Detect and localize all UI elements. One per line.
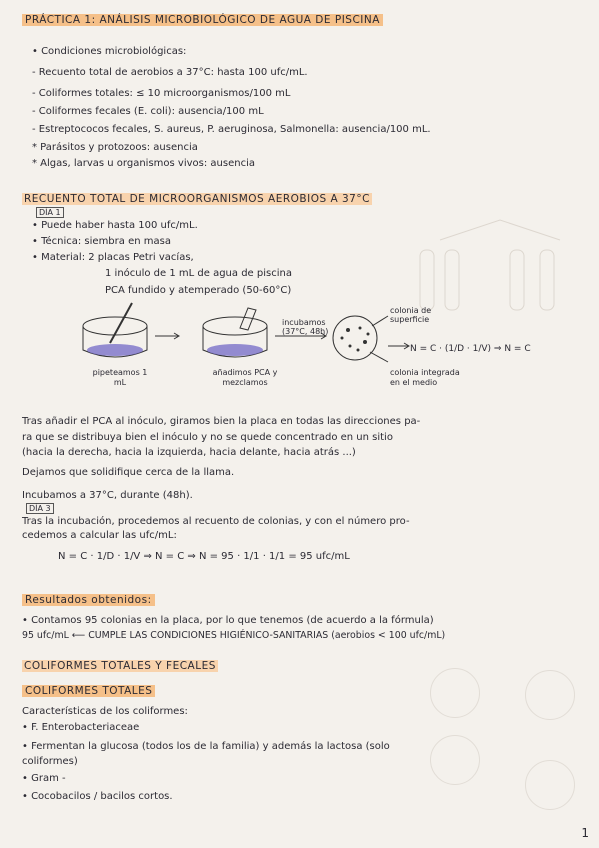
condition-line: - Coliformes totales: ≤ 10 microorganismos/100 mL [32, 88, 291, 99]
bleed-circle [430, 668, 480, 718]
petri-dish-1 [83, 303, 147, 357]
bleed-circle [525, 670, 575, 720]
condition-line: * Algas, larvas u organismos vivos: ausencia [32, 158, 255, 169]
day1-box: DÍA 1 [36, 207, 64, 218]
bleed-circle [525, 760, 575, 810]
results-heading-text: Resultados obtenidos: [22, 594, 155, 606]
condition-line: - Recuento total de aerobios a 37°C: hasta 100 ufc/mL. [32, 67, 308, 78]
paragraph-line: Tras añadir el PCA al inóculo, giramos bien la placa en todas las direcciones pa- [22, 416, 421, 427]
condition-line: - Estreptococos fecales, S. aureus, P. aeruginosa, Salmonella: ausencia/100 mL. [32, 124, 431, 135]
paragraph-line: (hacia la derecha, hacia la izquierda, hacia delante, hacia atrás ...) [22, 447, 356, 458]
coliform-item: coliformes) [22, 756, 78, 767]
page-title [22, 14, 383, 26]
label-colony-surface: colonia de superficie [390, 306, 432, 324]
condition-line: - Coliformes fecales (E. coli): ausencia/100 mL [32, 106, 264, 117]
page-number: 1 [581, 826, 589, 840]
calculation: N = C · 1/D · 1/V ⇒ N = C ⇒ N = 95 · 1/1 · 1/1 = 95 ufc/mL [58, 551, 350, 562]
paragraph-line: ra que se distribuya bien el inóculo y no se quede concentrado en un sitio [22, 432, 393, 443]
coliform-intro: Características de los coliformes: [22, 706, 188, 717]
material-line: 1 inóculo de 1 mL de agua de piscina [105, 268, 292, 279]
coliform-item: • Gram - [22, 773, 66, 784]
results-heading [22, 594, 155, 606]
paragraph-line: Incubamos a 37°C, durante (48h). [22, 490, 193, 501]
day3-line: Tras la incubación, procedemos al recuento de colonias, y con el número pro- [22, 516, 410, 527]
label-add-pca: añadimos PCA y mezclamos [212, 368, 278, 387]
coliform-item: • Cocobacilos / bacilos cortos. [22, 791, 173, 802]
section1-item: • Técnica: siembra en masa [32, 236, 171, 247]
title-text: PRÁCTICA 1: ANÁLISIS MICROBIOLÓGICO DE AGUA DE PISCINA [22, 14, 383, 26]
section1-heading [22, 193, 372, 205]
label-colony-integrated: colonia integrada en el medio [390, 368, 460, 387]
section2-heading [22, 660, 218, 672]
day3-line: cedemos a calcular las ufc/mL: [22, 530, 177, 541]
results-line: 95 ufc/mL ⟵ CUMPLE LAS CONDICIONES HIGIÉNICO-SANITARIAS (aerobios < 100 ufc/mL) [22, 630, 446, 641]
formula-n: N = C · (1/D · 1/V) ⇒ N = C [410, 344, 531, 354]
section1-heading-text: RECUENTO TOTAL DE MICROORGANISMOS AEROBIOS A 37°C [24, 193, 370, 205]
day3-box: DÍA 3 [26, 503, 54, 514]
coliform-item: • F. Enterobacteriaceae [22, 722, 140, 733]
section2-heading-text: COLIFORMES TOTALES Y FECALES [24, 660, 216, 672]
day3-label [26, 503, 54, 515]
section2-subheading-text: COLIFORMES TOTALES [22, 685, 155, 697]
conditions-heading: • Condiciones microbiológicas: [32, 46, 187, 57]
day1-label [36, 207, 64, 219]
section1-item: • Material: 2 placas Petri vacías, [32, 252, 194, 263]
section2-subheading [22, 685, 155, 697]
section1-item: • Puede haber hasta 100 ufc/mL. [32, 220, 198, 231]
results-line: • Contamos 95 colonias en la placa, por lo que tenemos (de acuerdo a la fórmula) [22, 615, 434, 626]
bleed-circle [430, 735, 480, 785]
material-line: PCA fundido y atemperado (50-60°C) [105, 285, 292, 296]
paragraph-line: Dejamos que solidifique cerca de la llama. [22, 467, 235, 478]
condition-line: * Parásitos y protozoos: ausencia [32, 142, 198, 153]
coliform-item: • Fermentan la glucosa (todos los de la familia) y además la lactosa (solo [22, 741, 390, 752]
label-pipette: pipeteamos 1 mL [92, 368, 148, 387]
label-incubate: incubamos (37°C, 48h) [282, 318, 329, 336]
petri-dish-2 [203, 308, 267, 357]
